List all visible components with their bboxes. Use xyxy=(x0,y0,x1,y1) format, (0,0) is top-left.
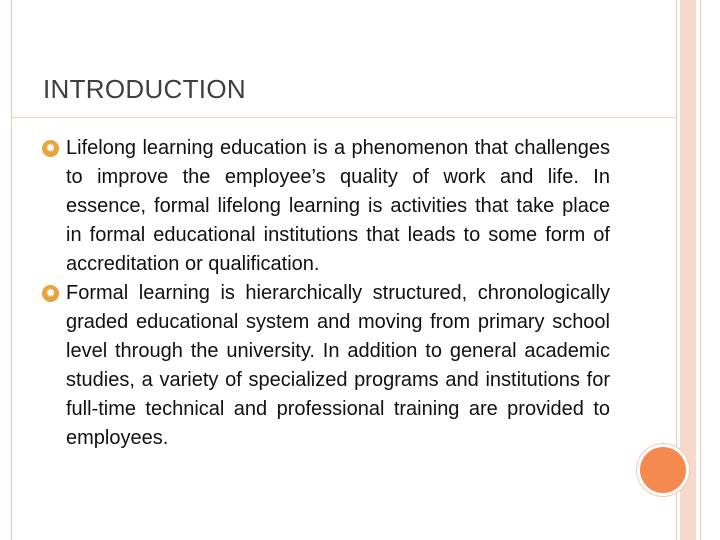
bullet-item xyxy=(42,134,610,279)
bullet-text: Lifelong learning education is a phenomenon that challenges to improve the employee’s quality of work and life. In essence, formal lifelong learning is activities that take place in formal educational institutions that leads to some form of accreditation or qualification. xyxy=(66,137,610,275)
title-divider xyxy=(12,117,676,118)
slide-title: INTRODUCTION xyxy=(43,74,246,104)
bullet-list xyxy=(42,134,610,453)
decorative-line xyxy=(700,0,701,540)
bullet-item xyxy=(42,279,610,453)
bullet-text: Formal learning is hierarchically structured, chronologically graded educational system and moving from primary school level through the university. In addition to general academic studies, a variety of specialized programs and institutions for full-time technical and professional training are provided to employees. xyxy=(66,282,610,449)
decorative-circle xyxy=(640,447,686,493)
sun-icon: ✹ xyxy=(42,285,59,302)
sun-icon: ✹ xyxy=(42,140,59,157)
